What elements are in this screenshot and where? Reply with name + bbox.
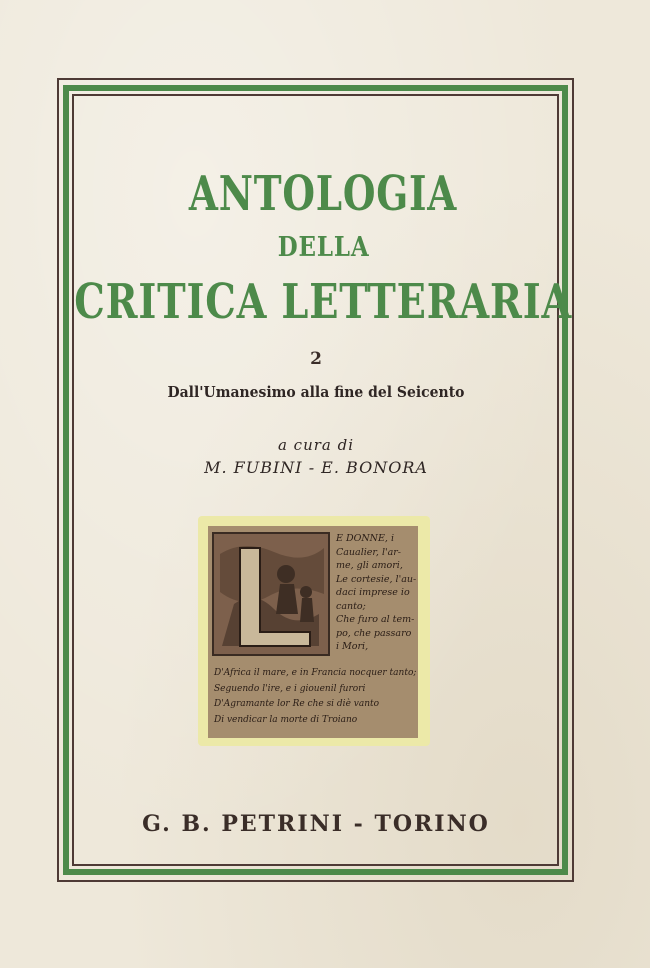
curators: M. FUBINI - E. BONORA <box>204 458 428 477</box>
verse-line: daci imprese io <box>336 587 410 598</box>
verse-line: Caualier, l'ar- <box>336 546 402 558</box>
verse-line: E DONNE, i <box>336 533 394 544</box>
printed-verse-right <box>336 532 416 654</box>
verse-line: canto; <box>336 600 366 612</box>
printed-verse-bottom <box>214 666 416 728</box>
verse-line: Le cortesie, l'au- <box>336 573 417 585</box>
verse-line: Seguendo l'ire, e i giouenil furori <box>214 683 366 694</box>
title-line-1: ANTOLOGIA <box>188 166 458 222</box>
volume-number: 2 <box>310 349 322 369</box>
curator-label: a cura di <box>277 436 355 454</box>
verse-line: me, gli amori, <box>336 560 403 571</box>
subtitle: Dall'Umanesimo alla fine del Seicento <box>167 383 465 401</box>
verse-line: D'Agramante lor Re che si diè vanto <box>214 699 380 709</box>
publisher: G. B. PETRINI - TORINO <box>142 811 490 837</box>
verse-line: Di vendicar la morte di Troiano <box>214 714 358 725</box>
verse-line: i Mori, <box>336 641 369 652</box>
verse-line: po, che passaro <box>336 627 412 639</box>
printed-page-illustration <box>208 526 418 738</box>
woodcut-initial-L-icon <box>212 532 330 656</box>
title-line-3: CRITICA LETTERARIA <box>74 274 573 330</box>
verse-line: Che furo al tem- <box>336 614 415 625</box>
verse-line: D'Africa il mare, e in Francia nocquer tanto; <box>214 668 417 678</box>
title-line-2: DELLA <box>277 232 370 263</box>
